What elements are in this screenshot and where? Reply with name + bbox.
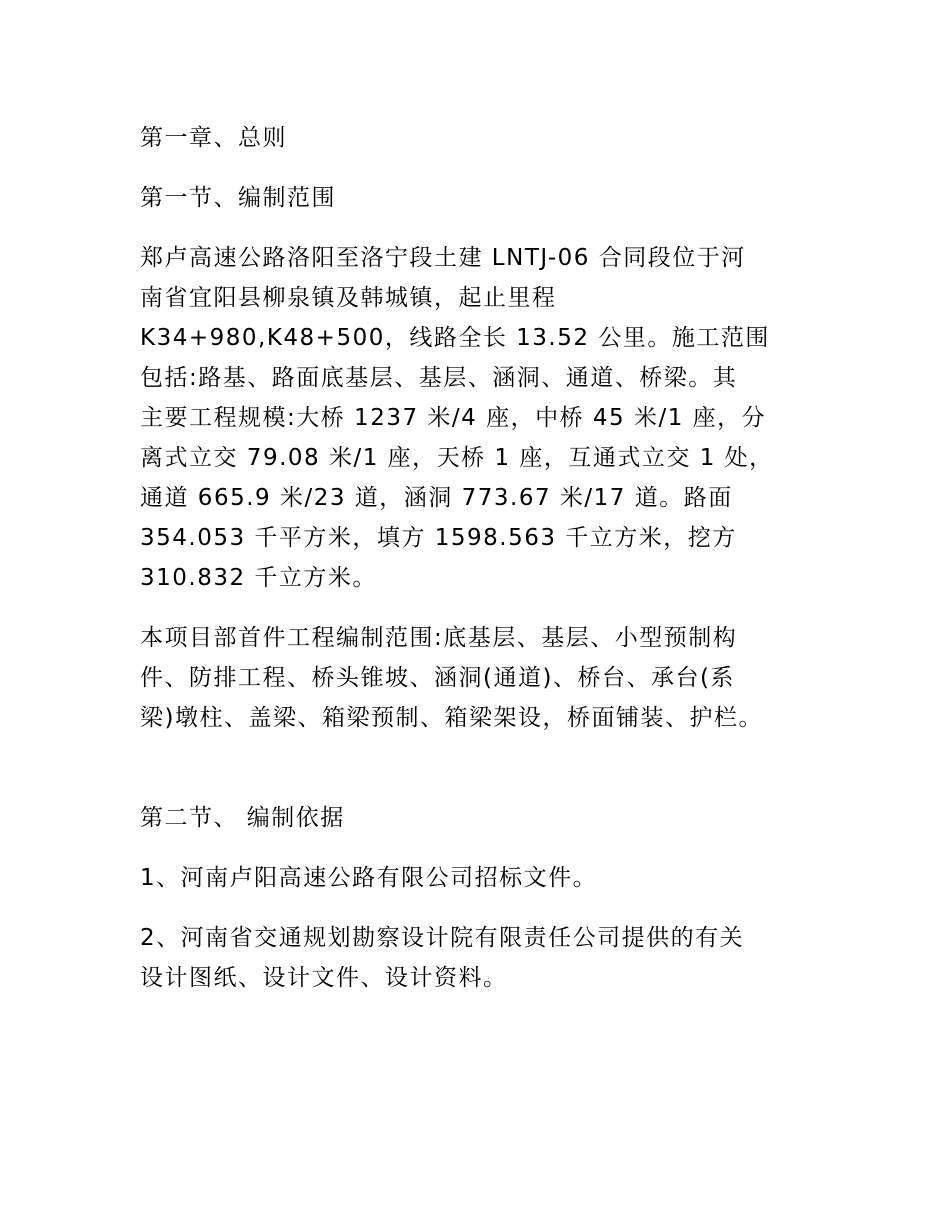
section-2-item-2 xyxy=(140,918,830,998)
section-1-paragraph-1 xyxy=(140,238,830,598)
paragraph-line: 南省宜阳县柳泉镇及韩城镇，起止里程 xyxy=(140,285,557,311)
paragraph-line: 梁)墩柱、盖梁、箱梁预制、箱梁架设，桥面铺装、护栏。 xyxy=(140,705,763,731)
paragraph-line: 310.832 千立方米。 xyxy=(140,565,377,591)
paragraph-line: 件、防排工程、桥头锥坡、涵洞(通道)、桥台、承台(系 xyxy=(140,665,735,691)
section-1-title-block xyxy=(140,178,830,218)
paragraph-line: K34+980,K48+500，线路全长 13.52 公里。施工范围 xyxy=(140,325,770,351)
list-item-line: 设计图纸、设计文件、设计资料。 xyxy=(140,965,508,991)
document-body xyxy=(140,118,830,1018)
section-2-title-block xyxy=(140,798,830,838)
paragraph-line: 郑卢高速公路洛阳至洛宁段土建 LNTJ-06 合同段位于河 xyxy=(140,245,746,271)
section-1-paragraph-2 xyxy=(140,618,830,738)
chapter-title-block xyxy=(140,118,830,158)
list-item-line: 2、河南省交通规划勘察设计院有限责任公司提供的有关 xyxy=(140,925,745,951)
paragraph-line: 通道 665.9 米/23 道，涵洞 773.67 米/17 道。路面 xyxy=(140,485,733,511)
section-1-title: 第一节、编制范围 xyxy=(140,185,336,211)
section-2-title: 第二节、 编制依据 xyxy=(140,805,345,831)
paragraph-line: 本项目部首件工程编制范围:底基层、基层、小型预制构 xyxy=(140,625,738,651)
section-2-item-1 xyxy=(140,858,830,898)
paragraph-line: 包括:路基、路面底基层、基层、涵洞、通道、桥梁。其 xyxy=(140,365,738,391)
paragraph-line: 354.053 千平方米，填方 1598.563 千立方米，挖方 xyxy=(140,525,737,551)
paragraph-line: 离式立交 79.08 米/1 座，天桥 1 座，互通式立交 1 处， xyxy=(140,445,774,471)
list-item-line: 1、河南卢阳高速公路有限公司招标文件。 xyxy=(140,865,598,891)
paragraph-line: 主要工程规模:大桥 1237 米/4 座，中桥 45 米/1 座，分 xyxy=(140,405,767,431)
chapter-title: 第一章、总则 xyxy=(140,125,287,151)
